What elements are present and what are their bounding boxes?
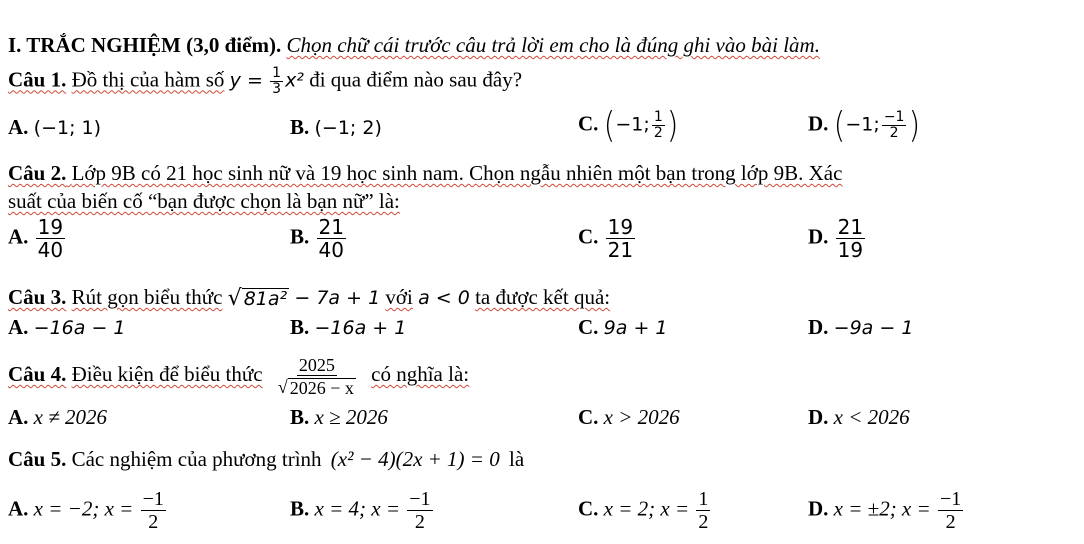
frac-numerator: 21 — [837, 215, 864, 239]
open-paren: ( — [833, 104, 846, 147]
q4-text-b: có nghĩa là: — [371, 362, 470, 386]
q5-option-c[interactable] — [578, 488, 712, 533]
option-value: −9a − 1 — [833, 317, 914, 339]
option-fraction — [36, 216, 65, 261]
option-letter: A. — [8, 224, 29, 249]
frac-numerator: 1 — [653, 109, 663, 125]
frac-denominator: 40 — [318, 238, 344, 262]
q3-condition: a < 0 — [418, 287, 470, 309]
frac-denominator: 2 — [653, 125, 663, 142]
question-2-line-1 — [8, 160, 1078, 186]
option-letter: D. — [808, 111, 829, 136]
option-value: −1; — [845, 113, 880, 136]
q1-text-a: Đồ thị của hàm số — [71, 67, 225, 92]
q1-option-a[interactable] — [8, 114, 101, 141]
option-value: x = 4; x = — [314, 496, 400, 521]
question-2-line-2 — [8, 188, 1078, 214]
q5-option-b[interactable] — [290, 488, 435, 533]
q3-radicand: 81a² — [243, 288, 288, 311]
q1-frac-denominator: 3 — [272, 81, 282, 98]
q1-option-b[interactable] — [290, 114, 382, 141]
frac-numerator: −1 — [409, 488, 431, 510]
option-letter: A. — [8, 315, 29, 339]
q4-option-c[interactable] — [578, 404, 680, 430]
q2-text-2: suất của biến cố “bạn được chọn là bạn nữ” là: — [8, 189, 400, 213]
option-value: x < 2026 — [833, 405, 910, 429]
frac-denominator: 2 — [889, 125, 899, 142]
option-letter: C. — [578, 111, 599, 136]
q2-label: Câu 2. — [8, 161, 67, 185]
q2-option-c[interactable] — [578, 216, 637, 261]
option-value: −1; — [615, 113, 650, 136]
option-fraction — [696, 488, 710, 533]
question-1 — [8, 66, 1078, 98]
question-5 — [8, 446, 1078, 472]
q3-text-c: ta được kết quả: — [475, 285, 611, 309]
q3-option-c[interactable] — [578, 314, 668, 341]
q3-label: Câu 3. — [8, 285, 67, 309]
q1-fraction — [270, 66, 283, 98]
q1-frac-numerator: 1 — [272, 65, 282, 81]
q4-frac-denominator — [276, 376, 358, 396]
option-letter: D. — [808, 496, 829, 521]
option-letter: C. — [578, 315, 599, 339]
section-heading: I. TRẮC NGHIỆM (3,0 điểm). — [8, 33, 282, 57]
option-letter: A. — [8, 405, 29, 429]
frac-numerator: −1 — [939, 488, 962, 510]
option-letter: B. — [290, 496, 310, 521]
q1-label: Câu 1. — [8, 67, 67, 92]
q3-text-a: Rút gọn biểu thức — [71, 285, 223, 309]
q4-sqrt — [278, 378, 356, 397]
q1-option-c[interactable] — [578, 104, 679, 147]
q3-sqrt — [228, 288, 289, 310]
option-letter: D. — [808, 405, 829, 429]
option-value: x > 2026 — [603, 405, 680, 429]
q3-option-d[interactable] — [808, 314, 913, 341]
q2-option-b[interactable] — [290, 216, 348, 261]
section-instruction: Chọn chữ cái trước câu trả lời em cho là đúng ghi vào bài làm. — [286, 33, 820, 57]
frac-denominator: 2 — [945, 511, 956, 533]
option-letter: D. — [808, 315, 829, 339]
option-value: −16a − 1 — [33, 317, 126, 339]
q5-option-a[interactable] — [8, 488, 168, 533]
frac-numerator: 21 — [318, 215, 344, 239]
q5-equation: (x² − 4)(2x + 1) = 0 — [330, 447, 500, 471]
q1-text-b: đi qua điểm nào sau đây? — [309, 67, 523, 92]
option-value: x = 2; x = — [603, 496, 690, 521]
q4-label: Câu 4. — [8, 362, 67, 386]
option-value: x ≠ 2026 — [33, 405, 108, 429]
sqrt-icon: √ — [227, 286, 242, 312]
frac-numerator: 19 — [37, 215, 64, 239]
q4-option-a[interactable] — [8, 404, 107, 430]
frac-numerator: −1 — [142, 488, 164, 510]
option-letter: C. — [578, 496, 599, 521]
close-paren: ) — [908, 104, 921, 147]
option-letter: B. — [290, 405, 310, 429]
q5-text-b: là — [508, 447, 525, 471]
option-letter: C. — [578, 405, 599, 429]
frac-numerator: 19 — [607, 215, 634, 239]
q4-frac-numerator: 2025 — [298, 354, 335, 375]
frac-denominator: 40 — [37, 238, 64, 262]
section-heading-line — [8, 32, 1078, 58]
option-letter: D. — [808, 224, 829, 249]
option-fraction — [407, 488, 432, 533]
q1-option-d[interactable] — [808, 104, 921, 147]
q4-option-d[interactable] — [808, 404, 910, 430]
q2-text-1: Lớp 9B có 21 học sinh nữ và 19 học sinh nam. Chọn ngẫu nhiên một bạn trong lớp 9B. Xác — [71, 161, 843, 185]
frac-numerator: 1 — [698, 488, 709, 510]
q3-option-b[interactable] — [290, 314, 406, 341]
q1-formula-rhs: x² — [285, 69, 304, 92]
q4-fraction — [276, 356, 358, 397]
option-fraction — [938, 488, 963, 533]
option-value: x ≥ 2026 — [314, 405, 388, 429]
q2-option-a[interactable] — [8, 216, 67, 261]
option-fraction — [836, 216, 865, 261]
option-fraction — [141, 488, 166, 533]
option-letter: B. — [290, 224, 310, 249]
question-3 — [8, 284, 1078, 311]
q3-text-b: với — [385, 285, 413, 309]
option-value: (−1; 1) — [33, 117, 102, 139]
q4-option-b[interactable] — [290, 404, 388, 430]
frac-denominator: 21 — [607, 238, 634, 262]
option-letter: A. — [8, 115, 29, 139]
close-paren: ) — [666, 104, 679, 147]
option-fraction — [606, 216, 635, 261]
q4-radicand: 2026 − x — [289, 377, 354, 398]
option-value: x = −2; x = — [33, 496, 134, 521]
q2-option-d[interactable] — [808, 216, 867, 261]
option-value: 9a + 1 — [603, 317, 668, 339]
q1-formula-lhs: y = — [229, 69, 263, 92]
option-letter: B. — [290, 115, 310, 139]
option-letter: C. — [578, 224, 599, 249]
option-value: (−1; 2) — [314, 117, 382, 139]
q5-option-d[interactable] — [808, 488, 965, 533]
q4-text-a: Điều kiện để biểu thức — [71, 362, 263, 386]
option-fraction — [882, 110, 907, 142]
q5-text-a: Các nghiệm của phương trình — [71, 447, 322, 471]
frac-numerator: −1 — [883, 109, 905, 125]
frac-denominator: 2 — [414, 511, 425, 533]
option-letter: A. — [8, 496, 29, 521]
q5-label: Câu 5. — [8, 447, 67, 471]
open-paren: ( — [603, 104, 616, 147]
frac-denominator: 2 — [148, 511, 159, 533]
option-letter: B. — [290, 315, 310, 339]
option-fraction — [652, 110, 665, 142]
option-value: −16a + 1 — [314, 317, 407, 339]
q3-expr-rest: − 7a + 1 — [294, 287, 381, 309]
frac-denominator: 2 — [698, 511, 709, 533]
option-value: x = ±2; x = — [833, 496, 931, 521]
q3-option-a[interactable] — [8, 314, 126, 341]
frac-denominator: 19 — [837, 238, 864, 262]
option-fraction — [317, 216, 346, 261]
sqrt-icon: √ — [277, 376, 288, 397]
question-4 — [8, 354, 1078, 397]
